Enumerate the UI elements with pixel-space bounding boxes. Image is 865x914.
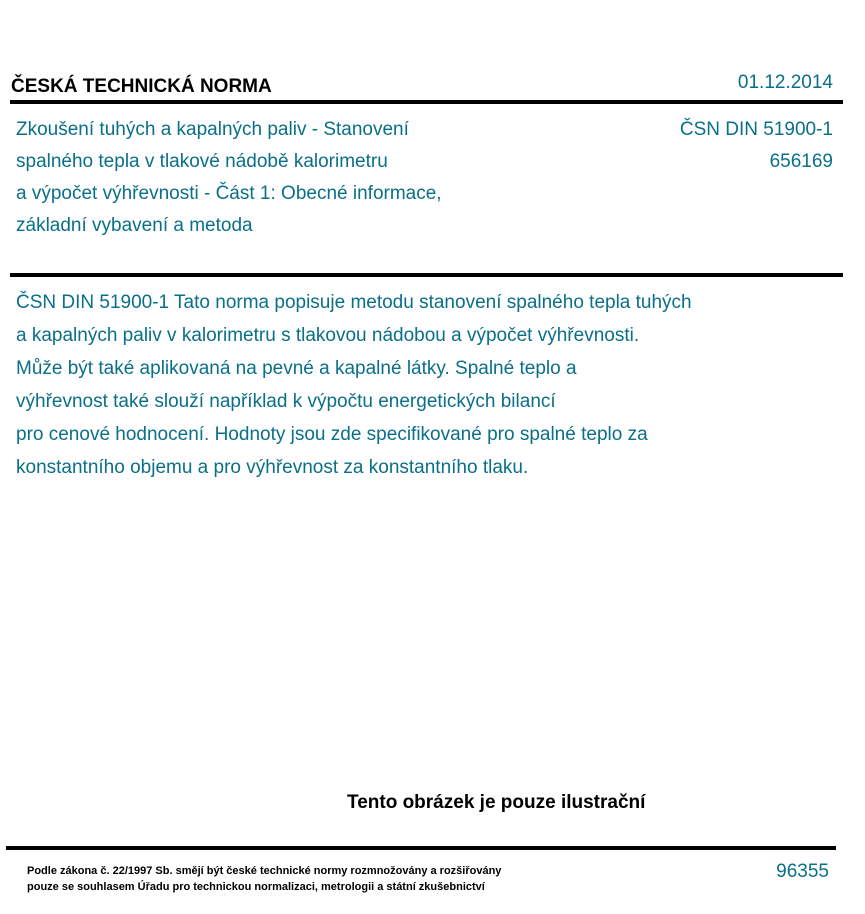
standard-title xyxy=(16,114,536,242)
standard-title-line: základní vybavení a metoda xyxy=(16,215,253,236)
classification-code: 656169 xyxy=(769,151,833,172)
standard-title-line: Zkoušení tuhých a kapalných paliv - Stanovení xyxy=(16,119,409,140)
illustration-note: Tento obrázek je pouze ilustrační xyxy=(347,792,646,813)
abstract-line: Může být také aplikovaná na pevné a kapalné látky. Spalné teplo a xyxy=(16,358,577,379)
legal-notice xyxy=(27,863,501,895)
abstract-line: a kapalných paliv v kalorimetru s tlakovou nádobou a výpočet výhřevnosti. xyxy=(16,325,640,346)
abstract-line: pro cenové hodnocení. Hodnoty jsou zde specifikované pro spalné teplo za xyxy=(16,424,648,445)
document-number: 96355 xyxy=(776,861,829,882)
publication-date: 01.12.2014 xyxy=(737,72,833,93)
standard-title-line: spalného tepla v tlakové nádobě kalorimetru xyxy=(16,151,388,172)
abstract-line: ČSN DIN 51900-1 Tato norma popisuje metodu stanovení spalného tepla tuhých xyxy=(16,292,692,313)
section-divider xyxy=(10,273,843,277)
abstract-line: výhřevnost také slouží například k výpočtu energetických bilancí xyxy=(16,391,556,412)
footer-divider xyxy=(6,846,836,850)
document-header-title: ČESKÁ TECHNICKÁ NORMA xyxy=(11,76,272,97)
legal-notice-line: Podle zákona č. 22/1997 Sb. smějí být české technické normy rozmnožovány a rozšiřovány xyxy=(27,865,502,877)
abstract-line: konstantního objemu a pro výhřevnost za konstantního tlaku. xyxy=(16,457,529,478)
abstract xyxy=(16,286,816,484)
standard-codes xyxy=(680,114,833,178)
standard-designation: ČSN DIN 51900-1 xyxy=(679,119,833,140)
header-divider xyxy=(10,100,843,104)
legal-notice-line: pouze se souhlasem Úřadu pro technickou normalizaci, metrologii a státní zkušebnictví xyxy=(27,881,485,893)
standard-title-line: a výpočet výhřevnosti - Část 1: Obecné informace, xyxy=(16,183,442,204)
